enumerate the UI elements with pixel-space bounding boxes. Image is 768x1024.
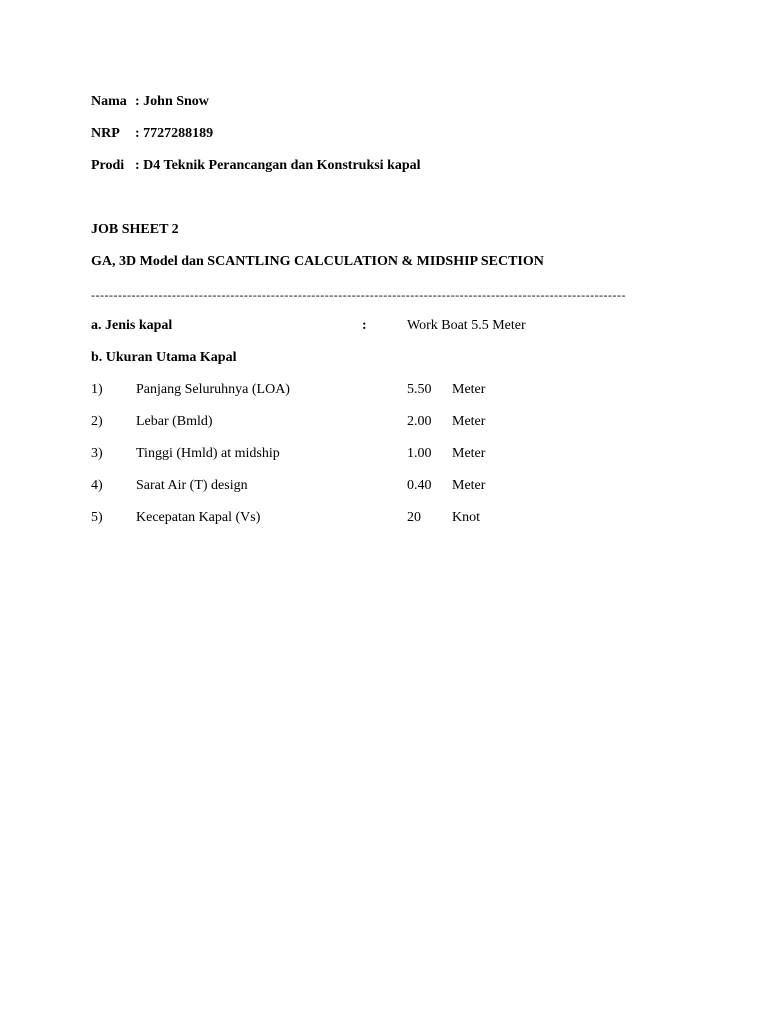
prodi-key: Prodi [91,158,125,173]
dimension-row [91,444,691,464]
dimension-unit: Meter [452,414,486,429]
ship-type-label: a. Jenis kapal [91,318,173,333]
dimension-value: 1.00 [407,446,432,461]
dimension-unit: Meter [452,382,486,397]
dimension-label: Sarat Air (T) design [136,478,248,493]
dimension-number: 3) [91,446,103,461]
dimension-number: 5) [91,510,103,525]
dimension-label: Panjang Seluruhnya (LOA) [136,382,290,397]
nrp-key: NRP [91,126,120,141]
nrp-value: : 7727288189 [135,126,214,141]
prodi-value: : D4 Teknik Perancangan dan Konstruksi kapal [135,158,421,173]
dimension-value: 2.00 [407,414,432,429]
dashed-divider: ----------------------------------------------------------------------------------------------------------------------- [91,288,627,302]
main-dimensions-heading: b. Ukuran Utama Kapal [91,350,237,365]
job-sheet-title: JOB SHEET 2 [91,222,179,237]
dimension-row [91,380,691,400]
dimension-label: Tinggi (Hmld) at midship [136,446,280,461]
dimension-value: 5.50 [407,382,432,397]
dimension-number: 2) [91,414,103,429]
job-sheet-subtitle: GA, 3D Model dan SCANTLING CALCULATION & MIDSHIP SECTION [91,254,544,269]
dimension-label: Kecepatan Kapal (Vs) [136,510,261,525]
ship-type-value: Work Boat 5.5 Meter [407,318,526,333]
dimension-value: 20 [407,510,421,525]
dimension-row [91,476,691,496]
ship-type-row [91,316,691,336]
dimension-unit: Meter [452,478,486,493]
dimension-unit: Meter [452,446,486,461]
dimension-row [91,508,691,528]
prodi-line [91,156,591,176]
name-line [91,92,491,112]
ship-type-colon: : [362,318,367,333]
dimension-row [91,412,691,432]
dimension-number: 1) [91,382,103,397]
dimension-number: 4) [91,478,103,493]
dimension-unit: Knot [452,510,480,525]
dimension-value: 0.40 [407,478,432,493]
nrp-line [91,124,491,144]
dimension-label: Lebar (Bmld) [136,414,213,429]
name-key: Nama [91,94,127,109]
name-value: : John Snow [135,94,209,109]
